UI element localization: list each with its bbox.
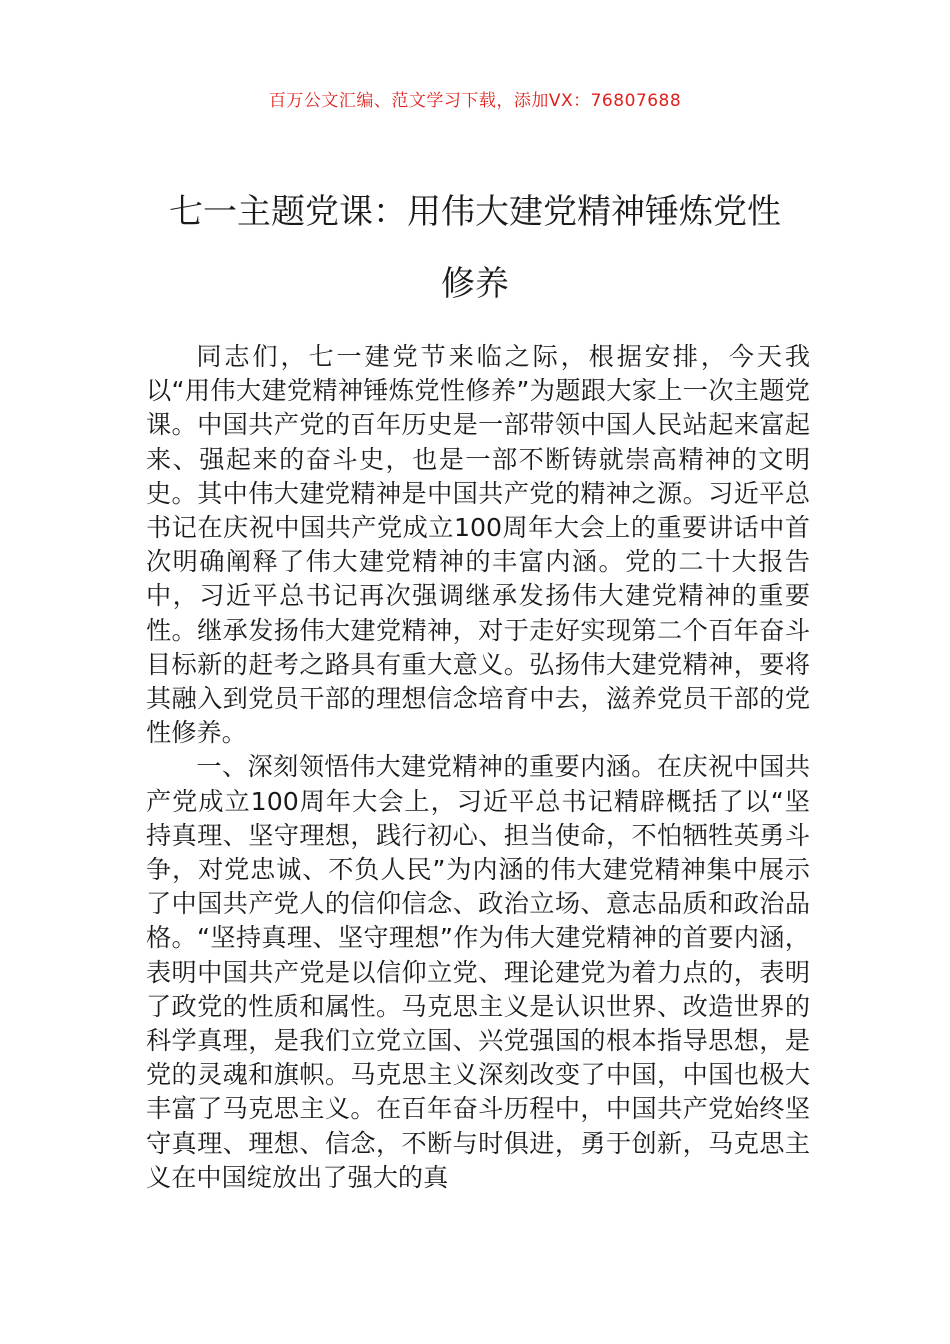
header-watermark-note: 百万公文汇编、范文学习下载，添加VX：76807688	[268, 91, 682, 111]
document-title	[120, 176, 830, 320]
title-line-2: 修养	[441, 264, 509, 304]
paragraph-intro: 同志们，七一建党节来临之际，根据安排，今天我以“用伟大建党精神锤炼党性修养”为题跟大家上一次主题党课。中国共产党的百年历史是一部带领中国人民站起来富起来、强起来的奋斗史，也是一部不断铸就崇高精神的文明史。其中伟大建党精神是中国共产党的精神之源。习近平总书记在庆祝中国共产党成立100周年大会上的重要讲话中首次明确阐释了伟大建党精神的丰富内涵。党的二十大报告中，习近平总书记再次强调继承发扬伟大建党精神的重要性。继承发扬伟大建党精神，对于走好实现第二个百年奋斗目标新的赶考之路具有重大意义。弘扬伟大建党精神，要将其融入到党员干部的理想信念培育中去，滋养党员干部的党性修养。	[146, 342, 810, 748]
paragraph-section-1: 一、深刻领悟伟大建党精神的重要内涵。在庆祝中国共产党成立100周年大会上，习近平总书记精辟概括了以“坚持真理、坚守理想，践行初心、担当使命，不怕牺牲英勇斗争，对党忠诚、不负人民”为内涵的伟大建党精神集中展示了中国共产党人的信仰信念、政治立场、意志品质和政治品格。“坚持真理、坚守理想”作为伟大建党精神的首要内涵，表明中国共产党是以信仰立党、理论建党为着力点的，表明了政党的性质和属性。马克思主义是认识世界、改造世界的科学真理，是我们立党立国、兴党强国的根本指导思想，是党的灵魂和旗帜。马克思主义深刻改变了中国，中国也极大丰富了马克思主义。在百年奋斗历程中，中国共产党始终坚守真理、理想、信念，不断与时俱进，勇于创新，马克思主义在中国绽放出了强大的真	[146, 752, 810, 1192]
title-line-1: 七一主题党课：用伟大建党精神锤炼党性	[169, 192, 781, 232]
document-body	[146, 340, 810, 1195]
